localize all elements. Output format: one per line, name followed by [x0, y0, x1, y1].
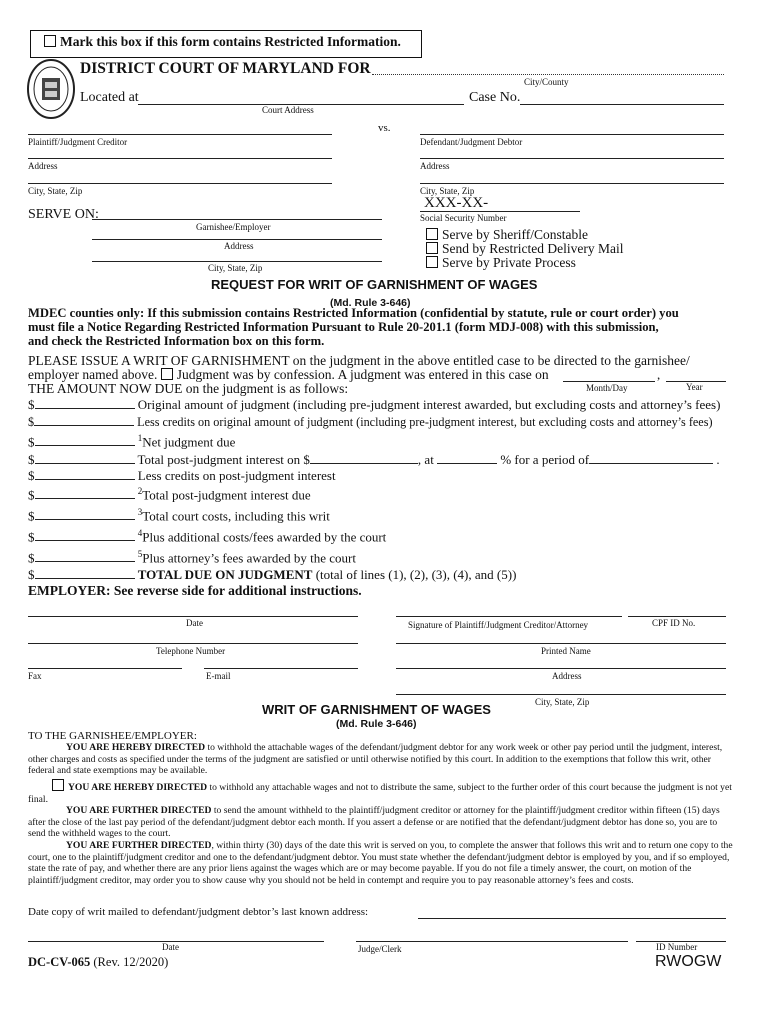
dollar-sign: $	[28, 452, 35, 467]
footnote-number: 4	[137, 528, 143, 538]
dollar-sign: $	[28, 415, 35, 429]
garnishee-city-label: City, State, Zip	[208, 263, 263, 273]
writ-rule: (Md. Rule 3-646)	[336, 718, 417, 730]
employer-note: EMPLOYER: See reverse side for additional instructions.	[28, 583, 362, 598]
request-date-label: Date	[186, 618, 203, 628]
sig-city-line[interactable]	[396, 694, 726, 695]
please-line-1: PLEASE ISSUE A WRIT OF GARNISHMENT on the judgment in the above entitled case to be directed to the garnishee/	[28, 353, 690, 368]
court-address-label: Court Address	[262, 105, 314, 115]
serve-option-label: Serve by Sheriff/Constable	[442, 227, 588, 242]
amount-label: Net judgment due	[142, 434, 236, 450]
amount-label: Plus attorney’s fees awarded by the court	[142, 550, 356, 566]
telephone-label: Telephone Number	[156, 646, 226, 656]
amount-label: Total court costs, including this writ	[142, 508, 330, 524]
dollar-sign: $	[28, 567, 35, 582]
dollar-sign: $	[28, 550, 35, 566]
amount-label: Less credits on original amount of judgment (including pre-judgment interest, but excluding costs and attorney’s fees)	[137, 415, 713, 429]
amount-row-additional	[28, 528, 386, 545]
plaintiff-line[interactable]	[28, 134, 332, 135]
email-line[interactable]	[204, 668, 358, 669]
directive-bold: YOU ARE FURTHER DIRECTED	[66, 840, 212, 851]
ssn-value[interactable]: XXX-XX-	[424, 195, 489, 211]
mail-checkbox[interactable]	[426, 242, 438, 254]
plaintiff-address-label: Address	[28, 161, 58, 171]
garnishee-line[interactable]	[92, 219, 382, 220]
restricted-info-checkbox[interactable]	[44, 35, 56, 47]
writ-paragraph-3	[28, 805, 728, 840]
interest-period-field[interactable]	[589, 463, 713, 464]
date-copy-line[interactable]	[418, 918, 726, 919]
private-checkbox[interactable]	[426, 256, 438, 268]
writ-paragraph-4	[28, 840, 740, 886]
ssn-line[interactable]	[420, 211, 580, 212]
email-label: E-mail	[206, 671, 231, 681]
amount-label: Plus additional costs/fees awarded by the court	[142, 529, 387, 545]
year-label: Year	[686, 382, 703, 392]
amount-field[interactable]	[35, 479, 135, 480]
amount-row-post-due	[28, 486, 311, 503]
vs-label: vs.	[378, 122, 391, 134]
defendant-city-label: City, State, Zip	[420, 186, 475, 196]
amount-field[interactable]	[35, 498, 135, 499]
defendant-line[interactable]	[420, 134, 724, 135]
interest-base-field[interactable]	[310, 463, 418, 464]
serve-option-private[interactable]	[426, 255, 576, 271]
amount-field[interactable]	[35, 578, 135, 579]
garnishee-city-line[interactable]	[92, 261, 382, 262]
writ-paragraph-1	[28, 742, 728, 777]
amount-row-post-interest: $ Total post-judgment interest on $ , at % for a period of .	[28, 452, 720, 467]
signature-line[interactable]	[396, 616, 622, 617]
amount-row-net	[28, 433, 235, 450]
directive-text: , within thirty (30) days of the date this writ is served on you, to complete the answer that follows this writ and to return one copy to the court, one to the plaintiff/judgment creditor and one to the defendant/judgment debtor. You must state whether the defendant/judgment debtor is employed by you, and if so employed, state the rate of pay, and whether there are any prior liens against the wages which are or may become payable. If you do not file a timely answer, the court, on motion of the plaintiff/judgment creditor, may order you to show cause why you should not be held in contempt and require you to pay reasonable attorney’s fees and costs.	[28, 840, 733, 886]
case-no-label: Case No.	[469, 90, 521, 105]
mdec-line-2: must file a Notice Regarding Restricted Information Pursuant to Rule 20-201.1 (form MDJ-008) with this submission,	[28, 320, 659, 334]
amount-row-attorney	[28, 549, 356, 566]
directive-text: to withhold any attachable wages and not to distribute the same, subject to the further order of this court because the judgment is not yet final.	[28, 782, 732, 805]
amount-field[interactable]	[35, 408, 135, 409]
dollar-sign: $	[28, 508, 35, 524]
located-at-label: Located at	[80, 90, 139, 105]
dollar-sign: $	[28, 529, 35, 545]
footnote-number: 2	[137, 486, 143, 496]
plaintiff-label: Plaintiff/Judgment Creditor	[28, 137, 128, 147]
writ-title: WRIT OF GARNISHMENT OF WAGES	[262, 702, 491, 717]
directive-text: to send the amount withheld to the plaintiff/judgment creditor or attorney for the plaintiff/judgment creditor within fifteen (15) days after the close of the last pay period of the defendant/judgment debtor each month. If you assert a defense or are notified that the defendant/judgment debtor has done so, you are to send the withheld wages to the court.	[28, 805, 720, 840]
amount-label: Less credits on post-judgment interest	[137, 468, 336, 483]
case-no-line[interactable]	[520, 104, 724, 105]
not-final-checkbox[interactable]	[52, 779, 64, 791]
fax-label: Fax	[28, 671, 42, 681]
amount-field[interactable]	[34, 425, 134, 426]
form-revision: (Rev. 12/2020)	[93, 955, 169, 969]
form-code: RWOGW	[655, 953, 722, 970]
interest-pct-text: % for a period of	[500, 452, 590, 467]
serve-option-label: Serve by Private Process	[442, 255, 576, 270]
id-number-label: ID Number	[656, 942, 698, 952]
serve-option-label: Send by Restricted Delivery Mail	[442, 241, 624, 256]
amount-field[interactable]	[35, 445, 135, 446]
garnishee-address-line[interactable]	[92, 239, 382, 240]
date-copy-label: Date copy of writ mailed to defendant/judgment debtor’s last known address:	[28, 906, 369, 918]
serve-on-label: SERVE ON:	[28, 207, 99, 222]
confession-checkbox[interactable]	[161, 368, 173, 380]
amount-row-less-post	[28, 468, 336, 484]
amount-label: Total post-judgment interest on $	[137, 452, 310, 467]
signature-label: Signature of Plaintiff/Judgment Creditor/Attorney	[408, 620, 589, 630]
court-seal-icon	[26, 58, 76, 120]
printed-name-label: Printed Name	[541, 646, 591, 656]
request-rule: (Md. Rule 3-646)	[330, 297, 411, 309]
footnote-number: 3	[137, 507, 143, 517]
interest-rate-field[interactable]	[437, 463, 497, 464]
form-number: DC-CV-065	[28, 955, 91, 969]
dollar-sign: $	[28, 487, 35, 503]
telephone-line[interactable]	[28, 643, 358, 644]
employer-named-text: employer named above.	[28, 367, 158, 382]
cpf-label: CPF ID No.	[652, 618, 696, 628]
form-id	[28, 955, 168, 970]
judge-label: Judge/Clerk	[358, 944, 402, 954]
directive-bold: YOU ARE HEREBY DIRECTED	[66, 742, 206, 753]
city-county-label: City/County	[524, 77, 569, 87]
dollar-sign: $	[28, 397, 35, 412]
defendant-address-label: Address	[420, 161, 450, 171]
restricted-info-label: Mark this box if this form contains Restricted Information.	[60, 34, 401, 49]
mdec-line-3: and check the Restricted Information box on this form.	[28, 334, 325, 348]
footnote-number: 1	[137, 433, 143, 443]
amount-field[interactable]	[35, 540, 135, 541]
sig-address-label: Address	[552, 671, 582, 681]
fax-line[interactable]	[28, 668, 182, 669]
printed-name-line[interactable]	[396, 643, 726, 644]
comma-sep: ,	[657, 367, 661, 382]
amount-row-total	[28, 567, 516, 583]
defendant-city-line[interactable]	[420, 183, 724, 184]
directive-text: to withhold the attachable wages of the defendant/judgment debtor for any work week or other pay period until the judgment, interest, other charges and costs as specified under the terms of the judgment are satisfied or until otherwise notified by this court. In addition to the exemptions that follow this writ, other federal and state exemptions may be available.	[28, 742, 723, 777]
amount-label: TOTAL DUE ON JUDGMENT	[137, 567, 313, 582]
dollar-sign: $	[28, 434, 35, 450]
sig-city-label: City, State, Zip	[535, 697, 590, 707]
defendant-label: Defendant/Judgment Debtor	[420, 137, 523, 147]
month-day-label: Month/Day	[586, 383, 628, 393]
mdec-line-1: MDEC counties only: If this submission contains Restricted Information (confidential by statute, rule or court order) you	[28, 306, 679, 320]
garnishee-label: Garnishee/Employer	[196, 222, 271, 232]
request-title: REQUEST FOR WRIT OF GARNISHMENT OF WAGES	[211, 277, 538, 292]
sheriff-checkbox[interactable]	[426, 228, 438, 240]
dollar-sign: $	[28, 468, 35, 483]
amount-field[interactable]	[35, 463, 135, 464]
cpf-line[interactable]	[628, 616, 726, 617]
defendant-address-line[interactable]	[420, 158, 724, 159]
city-county-line[interactable]	[372, 74, 724, 75]
plaintiff-address-line[interactable]	[28, 158, 332, 159]
amount-now-due: THE AMOUNT NOW DUE on the judgment is as follows:	[28, 381, 349, 396]
ssn-label: Social Security Number	[420, 213, 507, 223]
amount-row-court-costs	[28, 507, 330, 524]
directive-bold: YOU ARE FURTHER DIRECTED	[66, 805, 212, 816]
total-tail-text: (total of lines (1), (2), (3), (4), and (5))	[315, 567, 517, 582]
directive-bold: YOU ARE HEREBY DIRECTED	[68, 782, 208, 793]
interest-at-text: , at	[417, 452, 434, 467]
amount-label: Total post-judgment interest due	[142, 487, 311, 503]
request-date-line[interactable]	[28, 616, 358, 617]
footnote-number: 5	[137, 549, 143, 559]
judgment-month-day-line[interactable]	[563, 381, 655, 382]
writ-paragraph-2	[28, 779, 742, 805]
amount-label: Original amount of judgment (including pre-judgment interest awarded, but excluding costs and attorney’s fees)	[137, 397, 721, 412]
amount-field[interactable]	[35, 561, 135, 562]
garnishee-address-label: Address	[224, 241, 254, 251]
plaintiff-city-line[interactable]	[28, 183, 332, 184]
judgment-entered-text: Judgment was by confession. A judgment was entered in this case on	[176, 367, 549, 382]
writ-date-label: Date	[162, 942, 179, 952]
sig-address-line[interactable]	[396, 668, 726, 669]
amount-field[interactable]	[35, 519, 135, 520]
court-title: DISTRICT COURT OF MARYLAND FOR	[80, 60, 371, 77]
judge-line[interactable]	[356, 941, 628, 942]
writ-to: TO THE GARNISHEE/EMPLOYER:	[28, 730, 197, 742]
amount-row-less-credits	[28, 415, 713, 430]
plaintiff-city-label: City, State, Zip	[28, 186, 83, 196]
amount-row-original	[28, 397, 720, 413]
restricted-info-row	[44, 34, 401, 50]
